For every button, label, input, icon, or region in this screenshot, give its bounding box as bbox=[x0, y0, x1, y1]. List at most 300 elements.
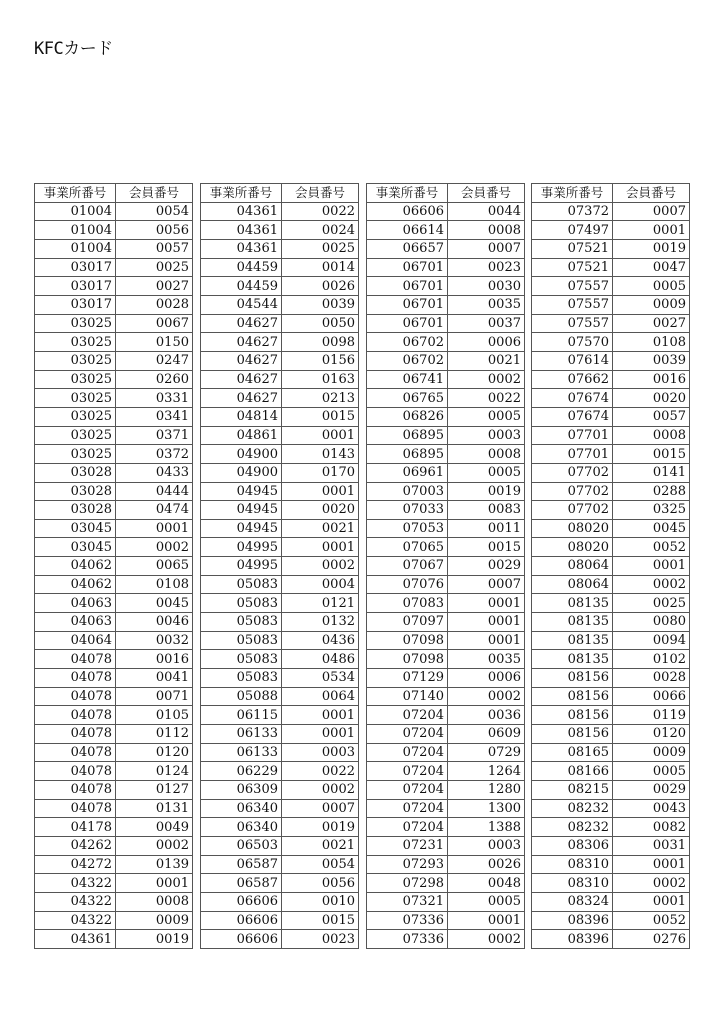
member-number-cell: 0001 bbox=[116, 519, 193, 538]
table-row bbox=[367, 855, 525, 874]
table-row bbox=[201, 855, 359, 874]
office-number-header: 事業所番号 bbox=[35, 184, 116, 203]
office-number-cell: 05083 bbox=[201, 650, 282, 669]
office-number-cell: 07701 bbox=[532, 445, 613, 464]
office-number-cell: 07204 bbox=[367, 799, 448, 818]
office-number-cell: 03025 bbox=[35, 445, 116, 464]
office-number-cell: 05083 bbox=[201, 575, 282, 594]
office-number-cell: 08156 bbox=[532, 687, 613, 706]
member-number-cell: 0004 bbox=[282, 575, 359, 594]
office-number-cell: 03025 bbox=[35, 351, 116, 370]
member-number-cell: 0108 bbox=[613, 333, 690, 352]
member-number-cell: 0005 bbox=[613, 277, 690, 296]
table-row bbox=[532, 463, 690, 482]
member-number-cell: 0080 bbox=[613, 613, 690, 632]
table-row bbox=[201, 463, 359, 482]
table-row bbox=[367, 445, 525, 464]
office-number-cell: 07003 bbox=[367, 482, 448, 501]
table-row bbox=[35, 669, 193, 688]
office-number-cell: 07204 bbox=[367, 781, 448, 800]
office-number-cell: 04814 bbox=[201, 407, 282, 426]
office-number-cell: 07702 bbox=[532, 501, 613, 520]
office-number-cell: 06614 bbox=[367, 221, 448, 240]
member-number-cell: 0276 bbox=[613, 930, 690, 949]
member-number-cell: 0024 bbox=[282, 221, 359, 240]
office-number-cell: 03025 bbox=[35, 407, 116, 426]
member-number-cell: 0049 bbox=[116, 818, 193, 837]
table-row bbox=[532, 389, 690, 408]
office-number-cell: 01004 bbox=[35, 221, 116, 240]
table-row bbox=[367, 706, 525, 725]
table-row bbox=[367, 669, 525, 688]
table-row bbox=[532, 650, 690, 669]
table-row bbox=[532, 631, 690, 650]
member-number-cell: 0027 bbox=[613, 314, 690, 333]
member-number-cell: 0056 bbox=[116, 221, 193, 240]
table-row bbox=[532, 221, 690, 240]
office-number-cell: 04062 bbox=[35, 575, 116, 594]
member-number-cell: 0001 bbox=[282, 538, 359, 557]
member-number-cell: 0082 bbox=[613, 818, 690, 837]
table-row bbox=[367, 631, 525, 650]
table-row bbox=[367, 781, 525, 800]
table-row bbox=[35, 911, 193, 930]
member-number-cell: 0057 bbox=[116, 239, 193, 258]
member-number-cell: 0052 bbox=[613, 538, 690, 557]
office-number-cell: 04322 bbox=[35, 874, 116, 893]
member-number-cell: 0371 bbox=[116, 426, 193, 445]
office-number-cell: 06133 bbox=[201, 725, 282, 744]
office-number-cell: 07204 bbox=[367, 762, 448, 781]
office-number-cell: 07614 bbox=[532, 351, 613, 370]
office-number-cell: 07521 bbox=[532, 239, 613, 258]
member-number-cell: 0009 bbox=[116, 911, 193, 930]
member-number-cell: 0020 bbox=[282, 501, 359, 520]
office-number-cell: 08165 bbox=[532, 743, 613, 762]
table-row bbox=[201, 277, 359, 296]
office-number-cell: 06895 bbox=[367, 445, 448, 464]
table-row bbox=[532, 351, 690, 370]
table-row bbox=[35, 351, 193, 370]
office-number-cell: 04945 bbox=[201, 501, 282, 520]
table-row bbox=[532, 911, 690, 930]
table-row bbox=[35, 687, 193, 706]
table-row bbox=[35, 725, 193, 744]
member-number-cell: 0036 bbox=[448, 706, 525, 725]
office-number-cell: 08156 bbox=[532, 706, 613, 725]
office-number-cell: 06606 bbox=[367, 202, 448, 221]
member-number-cell: 0325 bbox=[613, 501, 690, 520]
table-row bbox=[532, 743, 690, 762]
member-number-cell: 0132 bbox=[282, 613, 359, 632]
member-number-cell: 0039 bbox=[613, 351, 690, 370]
office-number-cell: 04078 bbox=[35, 706, 116, 725]
office-number-header: 事業所番号 bbox=[201, 184, 282, 203]
member-number-cell: 0009 bbox=[613, 295, 690, 314]
office-number-cell: 03045 bbox=[35, 519, 116, 538]
table-row bbox=[201, 557, 359, 576]
member-number-cell: 0331 bbox=[116, 389, 193, 408]
office-number-cell: 08135 bbox=[532, 594, 613, 613]
table-row bbox=[367, 351, 525, 370]
table-row bbox=[35, 594, 193, 613]
table-row bbox=[532, 762, 690, 781]
member-number-cell: 0007 bbox=[613, 202, 690, 221]
table-row bbox=[367, 221, 525, 240]
table-row bbox=[201, 818, 359, 837]
table-row bbox=[367, 538, 525, 557]
member-number-cell: 0141 bbox=[613, 463, 690, 482]
table-row bbox=[532, 874, 690, 893]
table-row bbox=[35, 799, 193, 818]
member-number-cell: 0064 bbox=[282, 687, 359, 706]
table-row bbox=[367, 762, 525, 781]
member-number-cell: 0029 bbox=[613, 781, 690, 800]
office-number-cell: 03017 bbox=[35, 258, 116, 277]
member-number-cell: 0067 bbox=[116, 314, 193, 333]
table-row bbox=[532, 202, 690, 221]
office-number-cell: 08396 bbox=[532, 911, 613, 930]
table-row bbox=[201, 519, 359, 538]
table-row bbox=[201, 631, 359, 650]
table-row bbox=[532, 594, 690, 613]
table-row bbox=[367, 799, 525, 818]
table-row bbox=[532, 687, 690, 706]
office-number-cell: 07557 bbox=[532, 314, 613, 333]
table-row bbox=[201, 482, 359, 501]
table-row bbox=[35, 631, 193, 650]
office-number-cell: 07674 bbox=[532, 407, 613, 426]
member-number-cell: 0056 bbox=[282, 874, 359, 893]
table-row bbox=[367, 557, 525, 576]
office-number-cell: 03025 bbox=[35, 389, 116, 408]
table-row bbox=[532, 519, 690, 538]
member-number-cell: 0030 bbox=[448, 277, 525, 296]
member-number-cell: 1388 bbox=[448, 818, 525, 837]
member-number-cell: 0015 bbox=[613, 445, 690, 464]
table-row bbox=[201, 687, 359, 706]
member-number-cell: 1300 bbox=[448, 799, 525, 818]
table-row bbox=[367, 482, 525, 501]
table-row bbox=[201, 426, 359, 445]
member-number-cell: 0005 bbox=[448, 407, 525, 426]
member-number-cell: 0001 bbox=[282, 482, 359, 501]
member-number-cell: 0102 bbox=[613, 650, 690, 669]
member-number-cell: 0098 bbox=[282, 333, 359, 352]
table-row bbox=[532, 407, 690, 426]
table-row bbox=[532, 613, 690, 632]
office-number-cell: 07702 bbox=[532, 482, 613, 501]
office-number-cell: 03025 bbox=[35, 426, 116, 445]
office-number-cell: 04627 bbox=[201, 333, 282, 352]
table-row bbox=[367, 911, 525, 930]
member-number-cell: 0609 bbox=[448, 725, 525, 744]
table-row bbox=[35, 874, 193, 893]
table-row bbox=[532, 239, 690, 258]
office-number-cell: 07076 bbox=[367, 575, 448, 594]
office-number-cell: 04995 bbox=[201, 557, 282, 576]
table-row bbox=[201, 911, 359, 930]
table-row bbox=[532, 706, 690, 725]
office-number-cell: 07662 bbox=[532, 370, 613, 389]
office-number-cell: 04900 bbox=[201, 445, 282, 464]
member-table-1 bbox=[34, 183, 193, 949]
member-number-cell: 0170 bbox=[282, 463, 359, 482]
member-number-cell: 0341 bbox=[116, 407, 193, 426]
table-row bbox=[201, 314, 359, 333]
table-row bbox=[532, 445, 690, 464]
member-number-cell: 0041 bbox=[116, 669, 193, 688]
member-number-cell: 0288 bbox=[613, 482, 690, 501]
office-number-cell: 07336 bbox=[367, 911, 448, 930]
member-number-cell: 0108 bbox=[116, 575, 193, 594]
member-number-cell: 0008 bbox=[448, 445, 525, 464]
office-number-cell: 01004 bbox=[35, 202, 116, 221]
member-number-cell: 0007 bbox=[448, 575, 525, 594]
member-table-4 bbox=[531, 183, 690, 949]
member-number-cell: 0019 bbox=[448, 482, 525, 501]
member-number-cell: 0002 bbox=[282, 557, 359, 576]
table-row bbox=[367, 295, 525, 314]
office-number-cell: 07521 bbox=[532, 258, 613, 277]
table-row bbox=[35, 519, 193, 538]
member-number-cell: 0023 bbox=[448, 258, 525, 277]
member-number-cell: 0001 bbox=[282, 725, 359, 744]
member-number-cell: 0247 bbox=[116, 351, 193, 370]
member-number-cell: 0001 bbox=[448, 631, 525, 650]
office-number-cell: 08166 bbox=[532, 762, 613, 781]
table-row bbox=[201, 575, 359, 594]
member-number-cell: 0010 bbox=[282, 892, 359, 911]
member-number-cell: 0021 bbox=[282, 519, 359, 538]
member-number-cell: 0020 bbox=[613, 389, 690, 408]
member-number-cell: 0260 bbox=[116, 370, 193, 389]
office-number-cell: 08135 bbox=[532, 650, 613, 669]
member-number-cell: 0001 bbox=[613, 557, 690, 576]
table-row bbox=[367, 519, 525, 538]
member-number-cell: 0003 bbox=[282, 743, 359, 762]
office-number-cell: 06657 bbox=[367, 239, 448, 258]
member-number-cell: 0006 bbox=[448, 669, 525, 688]
member-number-cell: 0025 bbox=[282, 239, 359, 258]
table-row bbox=[35, 445, 193, 464]
office-number-cell: 04900 bbox=[201, 463, 282, 482]
table-row bbox=[532, 538, 690, 557]
table-row bbox=[35, 426, 193, 445]
table-row bbox=[35, 762, 193, 781]
office-number-cell: 03028 bbox=[35, 501, 116, 520]
office-number-cell: 07701 bbox=[532, 426, 613, 445]
office-number-cell: 05083 bbox=[201, 613, 282, 632]
member-number-cell: 0022 bbox=[282, 762, 359, 781]
office-number-cell: 07097 bbox=[367, 613, 448, 632]
office-number-cell: 06961 bbox=[367, 463, 448, 482]
table-row bbox=[201, 445, 359, 464]
table-row bbox=[35, 370, 193, 389]
office-number-cell: 04861 bbox=[201, 426, 282, 445]
office-number-cell: 07372 bbox=[532, 202, 613, 221]
office-number-cell: 06701 bbox=[367, 295, 448, 314]
office-number-cell: 07204 bbox=[367, 818, 448, 837]
member-number-cell: 0112 bbox=[116, 725, 193, 744]
table-row bbox=[201, 781, 359, 800]
member-number-cell: 0016 bbox=[116, 650, 193, 669]
office-number-cell: 07321 bbox=[367, 892, 448, 911]
office-number-cell: 07293 bbox=[367, 855, 448, 874]
office-number-cell: 04062 bbox=[35, 557, 116, 576]
office-number-cell: 06606 bbox=[201, 930, 282, 949]
office-number-cell: 04361 bbox=[201, 202, 282, 221]
table-row bbox=[532, 295, 690, 314]
office-number-cell: 07129 bbox=[367, 669, 448, 688]
table-row bbox=[35, 538, 193, 557]
office-number-cell: 06229 bbox=[201, 762, 282, 781]
office-number-cell: 03017 bbox=[35, 295, 116, 314]
member-number-cell: 0026 bbox=[448, 855, 525, 874]
member-number-cell: 0001 bbox=[448, 911, 525, 930]
office-number-cell: 07065 bbox=[367, 538, 448, 557]
member-number-cell: 0044 bbox=[448, 202, 525, 221]
member-number-cell: 0001 bbox=[448, 594, 525, 613]
office-number-cell: 05083 bbox=[201, 594, 282, 613]
office-number-cell: 07497 bbox=[532, 221, 613, 240]
office-number-cell: 04945 bbox=[201, 482, 282, 501]
table-row bbox=[532, 669, 690, 688]
office-number-header: 事業所番号 bbox=[532, 184, 613, 203]
table-row bbox=[201, 221, 359, 240]
office-number-cell: 08310 bbox=[532, 855, 613, 874]
member-number-cell: 0011 bbox=[448, 519, 525, 538]
member-table-3 bbox=[366, 183, 525, 949]
member-number-cell: 0045 bbox=[116, 594, 193, 613]
table-row bbox=[532, 482, 690, 501]
office-number-cell: 03028 bbox=[35, 482, 116, 501]
table-row bbox=[367, 370, 525, 389]
member-number-cell: 0015 bbox=[282, 911, 359, 930]
member-number-cell: 0050 bbox=[282, 314, 359, 333]
table-row bbox=[35, 743, 193, 762]
table-row bbox=[35, 277, 193, 296]
table-row bbox=[367, 407, 525, 426]
member-number-cell: 0433 bbox=[116, 463, 193, 482]
table-row bbox=[35, 221, 193, 240]
table-row bbox=[532, 575, 690, 594]
table-row bbox=[367, 202, 525, 221]
member-number-cell: 0139 bbox=[116, 855, 193, 874]
member-number-cell: 0006 bbox=[448, 333, 525, 352]
table-row bbox=[201, 892, 359, 911]
office-number-cell: 06133 bbox=[201, 743, 282, 762]
office-number-cell: 04995 bbox=[201, 538, 282, 557]
office-number-cell: 04078 bbox=[35, 687, 116, 706]
table-row bbox=[367, 892, 525, 911]
table-row bbox=[35, 781, 193, 800]
table-row bbox=[367, 314, 525, 333]
member-number-cell: 0127 bbox=[116, 781, 193, 800]
table-row bbox=[532, 314, 690, 333]
office-number-cell: 04544 bbox=[201, 295, 282, 314]
office-number-cell: 05083 bbox=[201, 669, 282, 688]
office-number-cell: 07336 bbox=[367, 930, 448, 949]
office-number-cell: 06702 bbox=[367, 333, 448, 352]
table-row bbox=[201, 407, 359, 426]
member-number-cell: 0002 bbox=[116, 836, 193, 855]
member-number-cell: 0045 bbox=[613, 519, 690, 538]
table-row bbox=[201, 202, 359, 221]
office-number-cell: 07557 bbox=[532, 295, 613, 314]
office-number-cell: 06701 bbox=[367, 258, 448, 277]
table-row bbox=[35, 407, 193, 426]
member-number-cell: 0474 bbox=[116, 501, 193, 520]
office-number-cell: 07067 bbox=[367, 557, 448, 576]
member-number-header: 会員番号 bbox=[613, 184, 690, 203]
office-number-cell: 04262 bbox=[35, 836, 116, 855]
table-row bbox=[35, 613, 193, 632]
member-number-header: 会員番号 bbox=[116, 184, 193, 203]
office-number-cell: 08135 bbox=[532, 613, 613, 632]
table-row bbox=[201, 930, 359, 949]
office-number-cell: 03025 bbox=[35, 333, 116, 352]
office-number-cell: 08310 bbox=[532, 874, 613, 893]
table-row bbox=[532, 277, 690, 296]
table-row bbox=[201, 351, 359, 370]
member-number-cell: 0022 bbox=[282, 202, 359, 221]
table-row bbox=[532, 892, 690, 911]
member-number-cell: 0048 bbox=[448, 874, 525, 893]
office-number-cell: 06606 bbox=[201, 892, 282, 911]
table-row bbox=[532, 781, 690, 800]
member-number-cell: 0213 bbox=[282, 389, 359, 408]
table-row bbox=[35, 818, 193, 837]
member-number-cell: 0052 bbox=[613, 911, 690, 930]
table-row bbox=[367, 930, 525, 949]
table-row bbox=[367, 258, 525, 277]
member-number-cell: 0002 bbox=[613, 575, 690, 594]
member-number-cell: 0156 bbox=[282, 351, 359, 370]
office-number-cell: 06115 bbox=[201, 706, 282, 725]
member-number-cell: 0372 bbox=[116, 445, 193, 464]
member-number-cell: 0035 bbox=[448, 650, 525, 669]
member-number-cell: 0015 bbox=[448, 538, 525, 557]
table-row bbox=[35, 202, 193, 221]
office-number-cell: 08156 bbox=[532, 669, 613, 688]
office-number-cell: 04064 bbox=[35, 631, 116, 650]
table-row bbox=[532, 818, 690, 837]
office-number-cell: 04078 bbox=[35, 799, 116, 818]
office-number-cell: 08135 bbox=[532, 631, 613, 650]
member-number-cell: 0008 bbox=[613, 426, 690, 445]
office-number-cell: 07098 bbox=[367, 650, 448, 669]
table-row bbox=[35, 501, 193, 520]
table-row bbox=[367, 426, 525, 445]
table-row bbox=[35, 333, 193, 352]
member-table-2 bbox=[200, 183, 359, 949]
office-number-cell: 04627 bbox=[201, 314, 282, 333]
member-number-cell: 0043 bbox=[613, 799, 690, 818]
table-row bbox=[35, 557, 193, 576]
office-number-cell: 06340 bbox=[201, 799, 282, 818]
office-number-cell: 06587 bbox=[201, 874, 282, 893]
member-number-cell: 0066 bbox=[613, 687, 690, 706]
office-number-cell: 06587 bbox=[201, 855, 282, 874]
office-number-cell: 07702 bbox=[532, 463, 613, 482]
office-number-cell: 07674 bbox=[532, 389, 613, 408]
member-number-cell: 0001 bbox=[613, 855, 690, 874]
table-row bbox=[35, 650, 193, 669]
table-row bbox=[35, 389, 193, 408]
office-number-cell: 04178 bbox=[35, 818, 116, 837]
office-number-header: 事業所番号 bbox=[367, 184, 448, 203]
